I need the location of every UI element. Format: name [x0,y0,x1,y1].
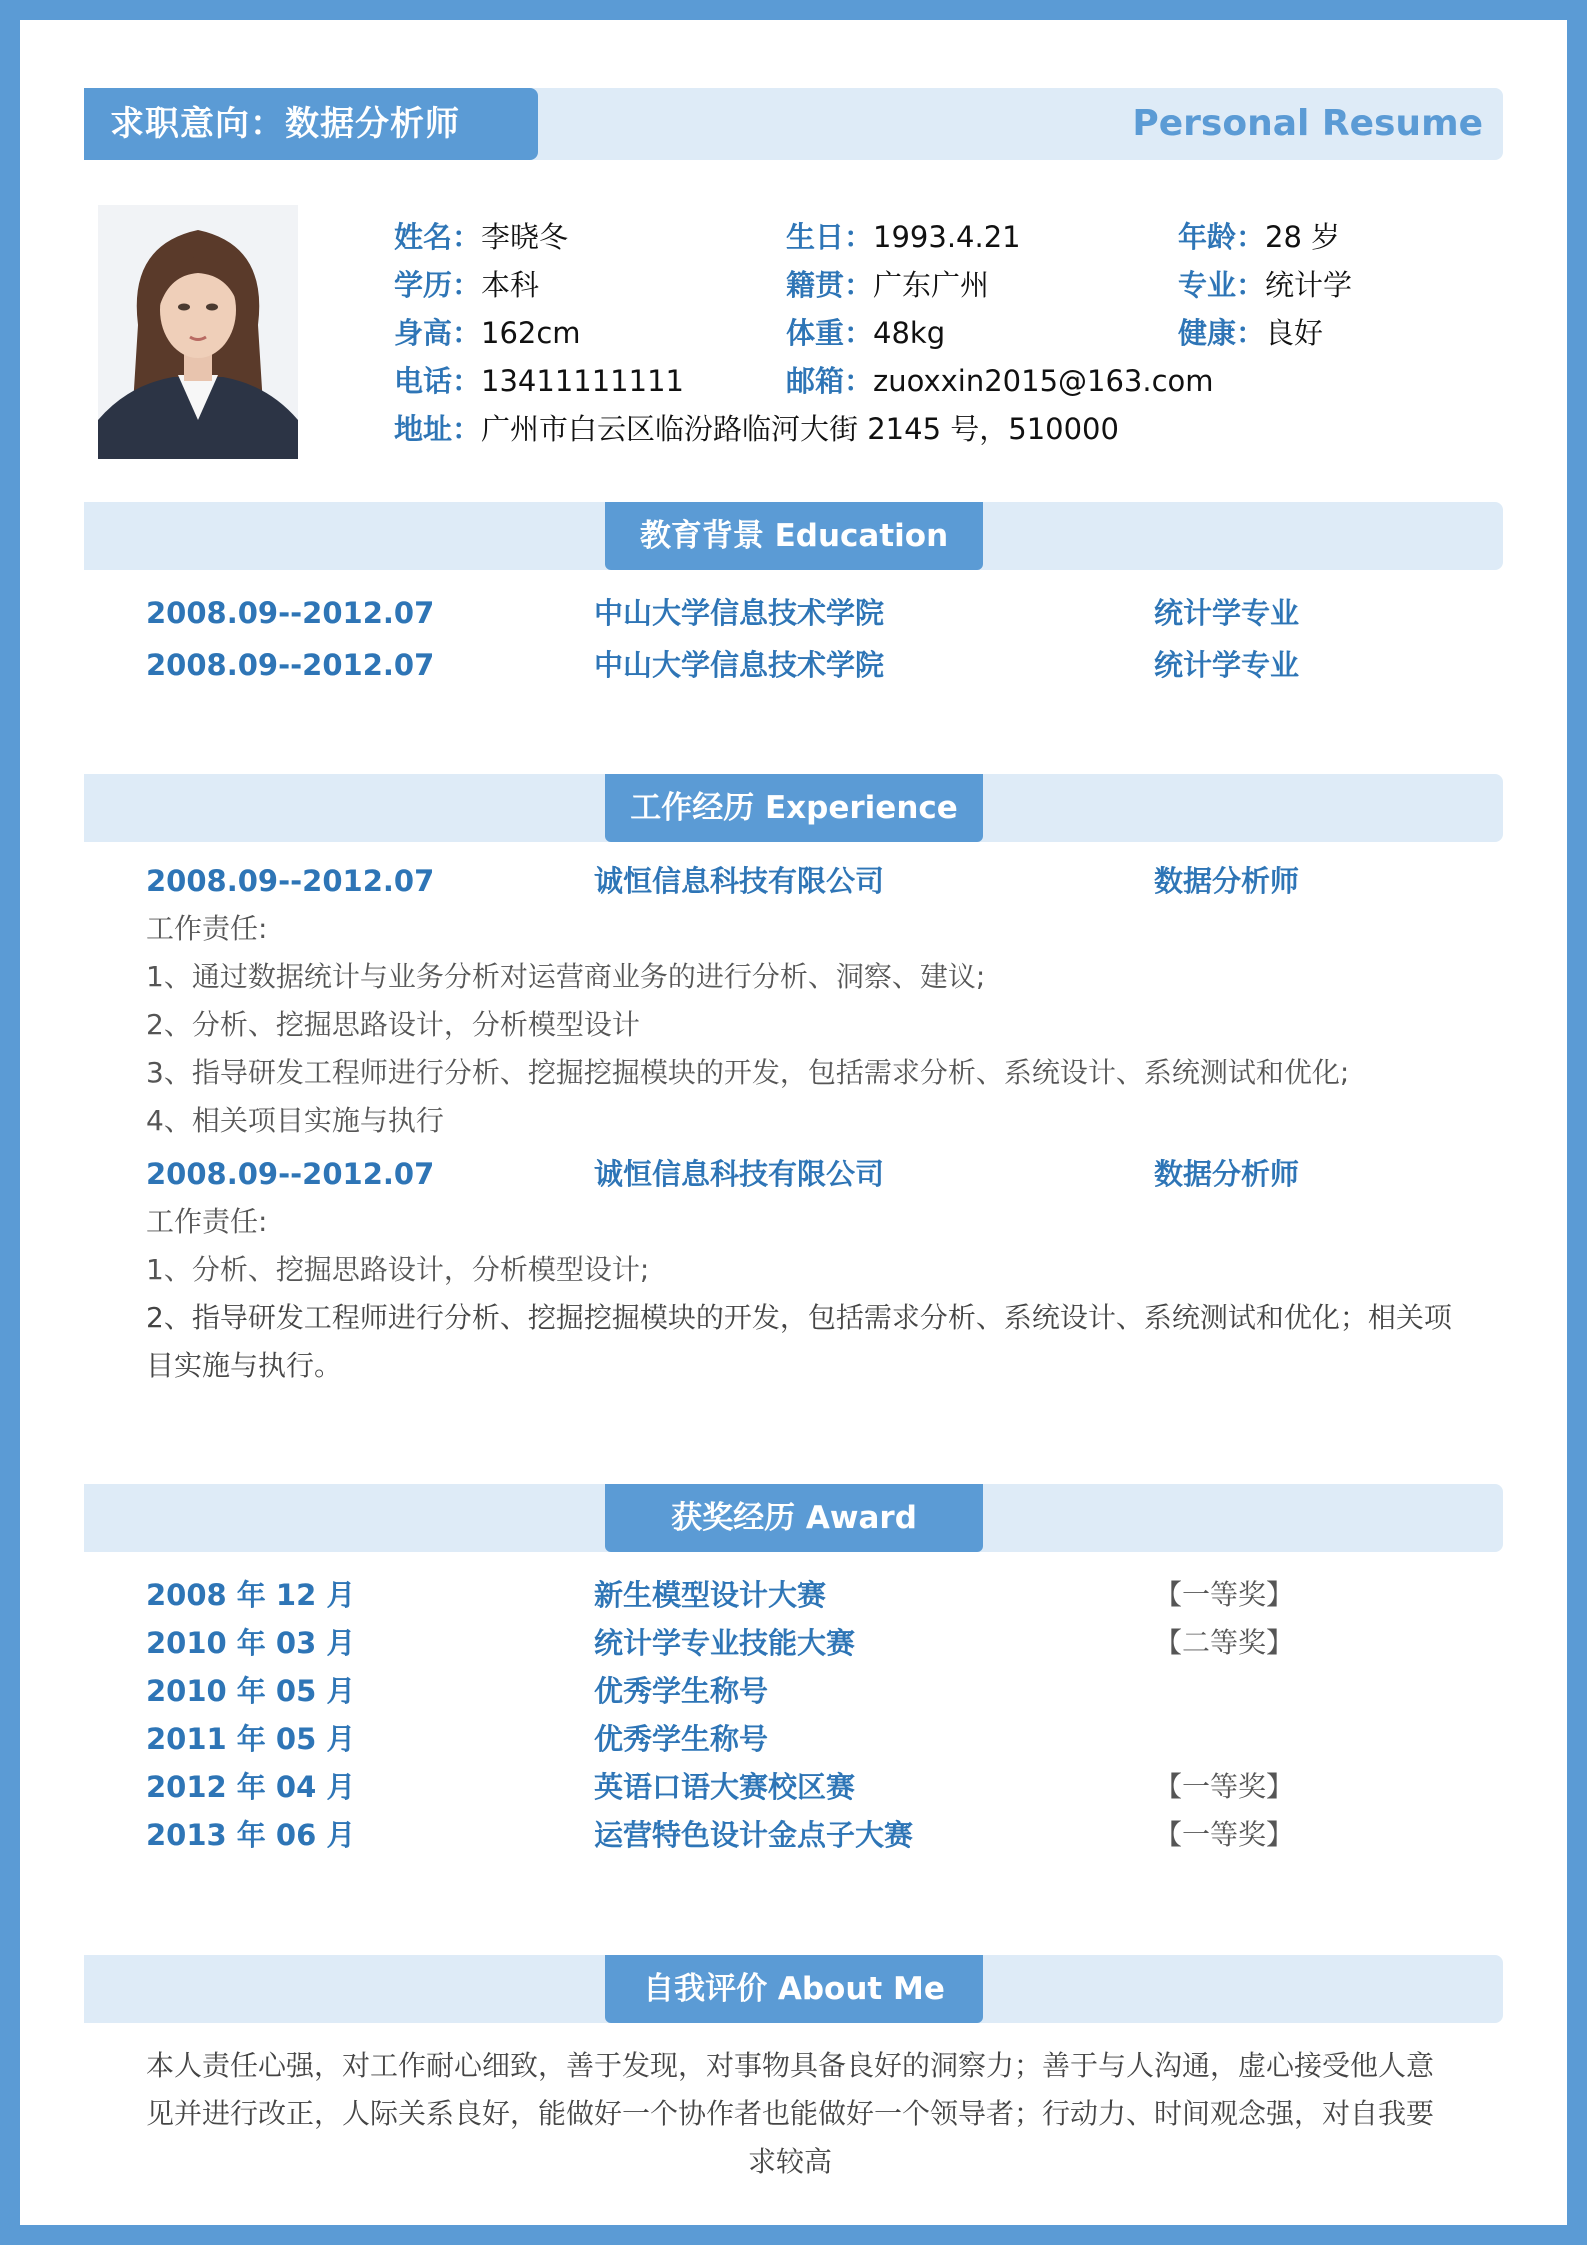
info-height: 身高：162cm [394,316,581,350]
info-health: 健康：良好 [1178,316,1324,350]
info-weight: 体重：48kg [786,316,946,350]
info-email: 邮箱：zuoxxin2015@163.com [786,364,1214,398]
award-date: 2011 年 05 月 [146,1722,356,1756]
job-duty-line: 2、指导研发工程师进行分析、挖掘挖掘模块的开发，包括需求分析、系统设计、系统测试和优化；相关项目实施与执行。 [146,1301,1452,1382]
edu-major-1: 统计学专业 [1154,596,1300,630]
education-title: 教育背景 Education [605,502,983,570]
award-date: 2013 年 06 月 [146,1818,356,1852]
job-company-2: 诚恒信息科技有限公司 [594,1157,885,1191]
profile-photo [98,205,298,459]
job-objective-title: 求职意向：数据分析师 [84,88,538,160]
info-address: 地址：广州市白云区临汾路临河大街 2145 号，510000 [394,412,1119,446]
award-date: 2010 年 05 月 [146,1674,356,1708]
job-date-2: 2008.09--2012.07 [146,1157,435,1191]
job-duty-line: 1、通过数据统计与业务分析对运营商业务的进行分析、洞察、建议; [146,960,986,993]
award-name: 运营特色设计金点子大赛 [594,1818,914,1852]
award-title: 获奖经历 Award [605,1484,983,1552]
info-age: 年龄：28 岁 [1178,220,1341,254]
about-title: 自我评价 About Me [605,1955,983,2023]
info-education: 学历：本科 [394,268,540,302]
award-level: 【一等奖】 [1154,1578,1295,1611]
edu-date-2: 2008.09--2012.07 [146,648,435,682]
award-name: 新生模型设计大赛 [594,1578,827,1612]
info-name: 姓名：李晓冬 [394,220,569,254]
award-level: 【一等奖】 [1154,1818,1295,1851]
edu-school-1: 中山大学信息技术学院 [594,596,885,630]
edu-school-2: 中山大学信息技术学院 [594,648,885,682]
job-role-2: 数据分析师 [1154,1157,1300,1191]
award-date: 2012 年 04 月 [146,1770,356,1804]
job-duty-line: 4、相关项目实施与执行 [146,1104,444,1137]
job-date-1: 2008.09--2012.07 [146,864,435,898]
about-text: 本人责任心强，对工作耐心细致，善于发现，对事物具备良好的洞察力；善于与人沟通，虚心接受他人意见并进行改正，人际关系良好，能做好一个协作者也能做好一个领导者；行动力、时间观念强，对自我要求较高 [145,2049,1434,2178]
resume-page [20,20,1567,2225]
info-birthday: 生日：1993.4.21 [786,220,1021,254]
job-company-1: 诚恒信息科技有限公司 [594,864,885,898]
info-major: 专业：统计学 [1178,268,1353,302]
award-name: 优秀学生称号 [594,1722,769,1756]
job-duty-heading-1: 工作责任: [146,912,268,945]
experience-title: 工作经历 Experience [605,774,983,842]
award-date: 2008 年 12 月 [146,1578,356,1612]
award-level: 【一等奖】 [1154,1770,1295,1803]
award-level: 【二等奖】 [1154,1626,1295,1659]
edu-major-2: 统计学专业 [1154,648,1300,682]
award-name: 英语口语大赛校区赛 [594,1770,856,1804]
job-role-1: 数据分析师 [1154,864,1300,898]
info-hometown: 籍贯：广东广州 [786,268,990,302]
portrait-illustration [98,205,298,459]
award-name: 统计学专业技能大赛 [594,1626,856,1660]
job-duty-line: 2、分析、挖掘思路设计，分析模型设计 [146,1008,640,1041]
award-name: 优秀学生称号 [594,1674,769,1708]
job-duty-heading-2: 工作责任: [146,1205,268,1238]
info-phone: 电话：13411111111 [394,364,684,398]
personal-resume-label: Personal Resume [1132,103,1483,144]
award-date: 2010 年 03 月 [146,1626,356,1660]
job-duty-line: 1、分析、挖掘思路设计，分析模型设计; [146,1253,650,1286]
edu-date-1: 2008.09--2012.07 [146,596,435,630]
job-duty-line: 3、指导研发工程师进行分析、挖掘挖掘模块的开发，包括需求分析、系统设计、系统测试和优化; [146,1056,1350,1089]
